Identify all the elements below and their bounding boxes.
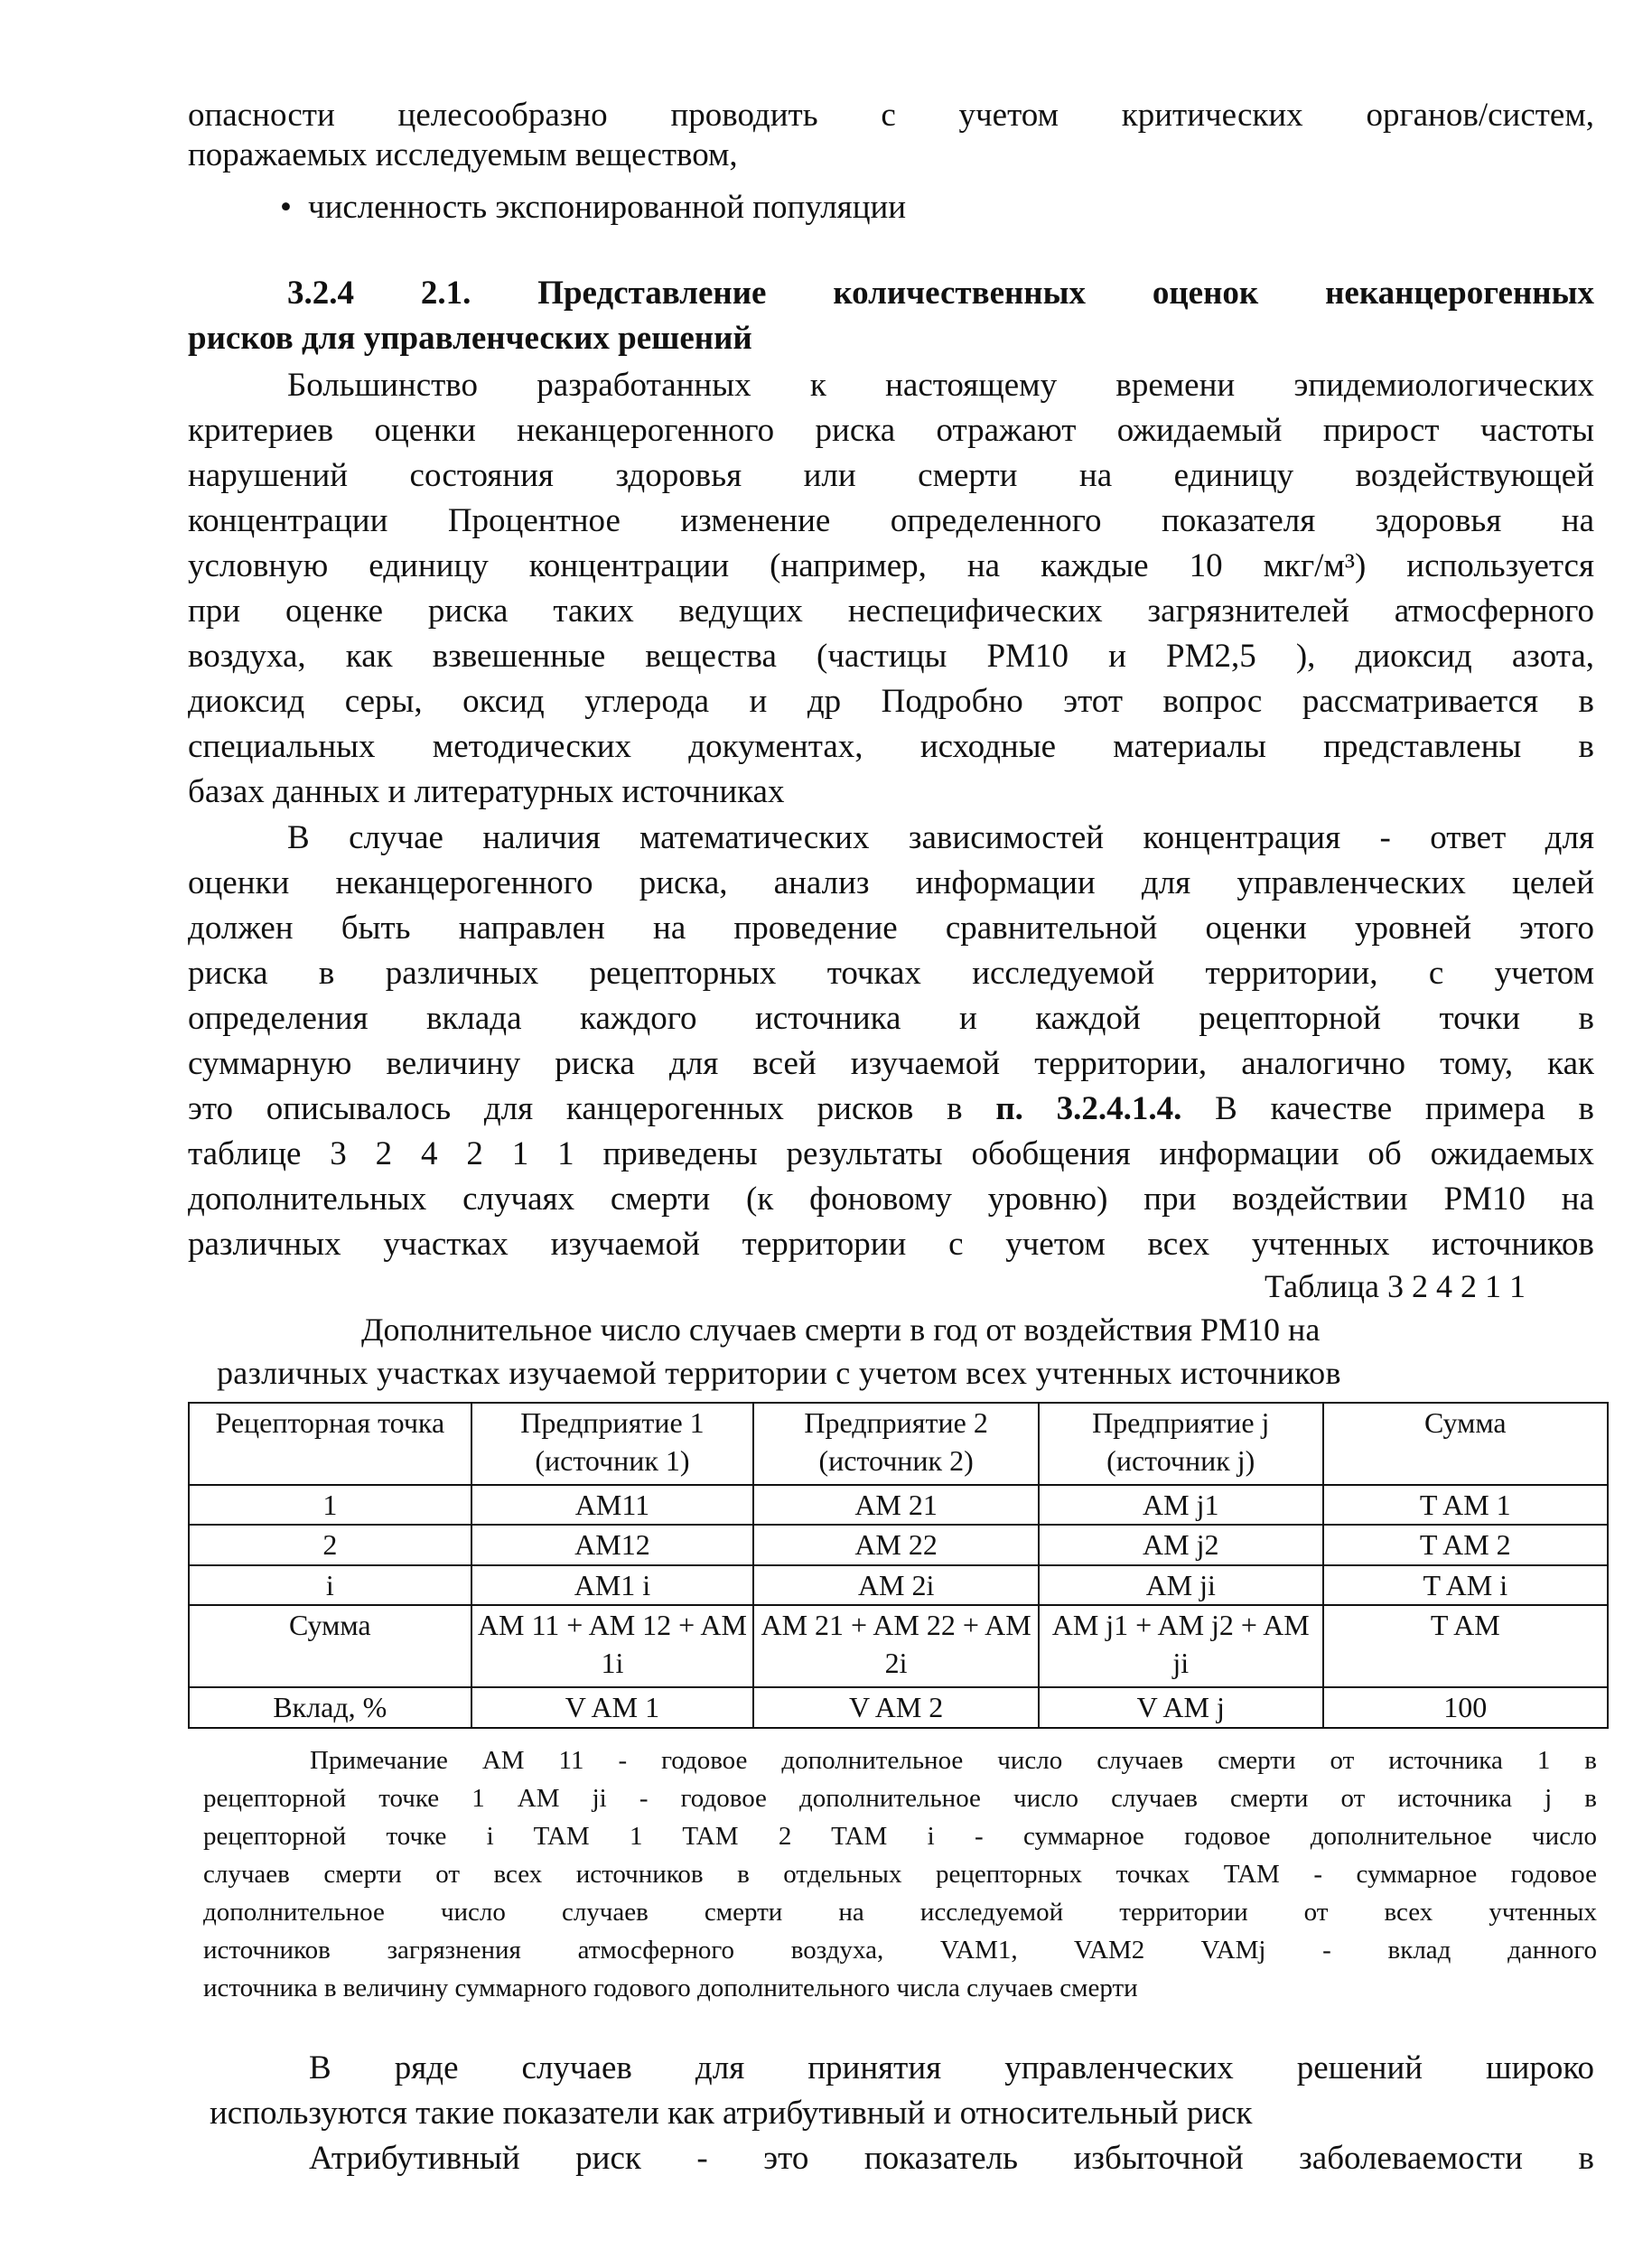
text-line: базах данных и литературных источниках [188, 773, 785, 810]
table-row [189, 1565, 1608, 1605]
text-line: оценки неканцерогенного риска, анализ информации для управленческих целей [188, 864, 1594, 901]
intro-text [188, 96, 1594, 175]
table-cell: 1 [189, 1485, 471, 1525]
text-line: определения вклада каждого источника и каждой рецепторной точки в [188, 1000, 1594, 1037]
table-cell: AM12 [471, 1525, 754, 1565]
note-line: источника в величину суммарного годового дополнительного числа случаев смерти [203, 1974, 1138, 2002]
note-line: источников загрязнения атмосферного воздуха, VAM1, VAM2 VAMj - вклад данного [203, 1936, 1597, 1965]
text-line: должен быть направлен на проведение сравнительной оценки уровней этого [188, 910, 1594, 947]
text-line: таблице 3 2 4 2 1 1 приведены результаты обобщения информации об ожидаемых [188, 1135, 1594, 1172]
table-cell: AM11 [471, 1485, 754, 1525]
paragraph-3 [210, 2046, 1594, 2136]
table-cell: AM 11 + AM 12 + AM 1i [471, 1605, 754, 1687]
table-cell: AM j1 [1039, 1485, 1323, 1525]
text-line: суммарную величину риска для всей изучаемой территории, аналогично тому, как [188, 1045, 1594, 1082]
bullet-text: численность экспонированной популяции [307, 189, 907, 226]
table-cell: i [189, 1565, 471, 1605]
table-row-sum [189, 1605, 1608, 1687]
table-row [189, 1485, 1608, 1525]
text-line: дополнительных случаях смерти (к фоновому уровню) при воздействии PM10 на [188, 1181, 1594, 1218]
note-line: рецепторной точке i TAM 1 TAM 2 TAM i - суммарное годовое дополнительное число [203, 1822, 1597, 1851]
table-title-line: различных участках изучаемой территории с учетом всех учтенных источников [217, 1355, 1341, 1391]
text-line: критериев оценки неканцерогенного риска отражают ожидаемый прирост частоты [188, 412, 1594, 449]
header-cell: Предприятие j (источник j) [1039, 1403, 1323, 1485]
table-cell: AM 22 [753, 1525, 1039, 1565]
text-line: условную единицу концентрации (например, на каждые 10 мкг/м³) используется [188, 547, 1594, 584]
text-line: риска в различных рецепторных точках исследуемой территории, с учетом [188, 955, 1594, 992]
text-line: Атрибутивный риск - это показатель избыточной заболеваемости в [309, 2140, 1594, 2177]
header-cell: Рецепторная точка [189, 1403, 471, 1485]
table-title-line: Дополнительное число случаев смерти в год от воздействия PM10 на [361, 1312, 1321, 1348]
note-line: Примечание AM 11 - годовое дополнительное число случаев смерти от источника 1 в [310, 1746, 1597, 1775]
bullet-icon: • [280, 189, 292, 226]
table-note [203, 1741, 1597, 2007]
table-cell: Сумма [189, 1605, 471, 1687]
table-cell: 100 [1323, 1687, 1608, 1728]
text-line: используются такие показатели как атрибутивный и относительный риск [210, 2095, 1253, 2132]
text-line: концентрации Процентное изменение определенного показателя здоровья на [188, 502, 1594, 539]
text-line [188, 1087, 1594, 1132]
text-line: различных участках изучаемой территории с учетом всех учтенных источников [188, 1226, 1594, 1263]
note-line: дополнительное число случаев смерти на исследуемой территории от всех учтенных [203, 1898, 1597, 1927]
table-row [189, 1525, 1608, 1565]
text-line: диоксид серы, оксид углерода и др Подробно этот вопрос рассматривается в [188, 683, 1594, 720]
table-row-contribution [189, 1687, 1608, 1728]
header-cell: Предприятие 2 (источник 2) [753, 1403, 1039, 1485]
text-line: В ряде случаев для принятия управленческих решений широко [309, 2049, 1594, 2086]
text-line: В случае наличия математических зависимостей концентрация - ответ для [287, 819, 1594, 856]
paragraph-1 [188, 363, 1594, 815]
header-cell: Предприятие 1 (источник 1) [471, 1403, 754, 1485]
paragraph-4 [210, 2136, 1594, 2181]
table-cell: AM 21 + AM 22 + AM 2i [753, 1605, 1039, 1687]
paragraph-2 [188, 816, 1594, 1267]
text-segment: В качестве примера в [1181, 1090, 1594, 1127]
table-cell: V AM 2 [753, 1687, 1039, 1728]
section-reference: п. 3.2.4.1.4. [995, 1090, 1182, 1127]
table-cell: AM j2 [1039, 1525, 1323, 1565]
table-cell: V AM 1 [471, 1687, 754, 1728]
table-cell: T AM 1 [1323, 1485, 1608, 1525]
table-cell: AM 2i [753, 1565, 1039, 1605]
table-header-row [189, 1403, 1608, 1485]
note-line: рецепторной точке 1 AM ji - годовое дополнительное число случаев смерти от источника j в [203, 1784, 1597, 1813]
section-heading [188, 271, 1594, 361]
header-cell: Сумма [1323, 1403, 1608, 1485]
table-label: Таблица 3 2 4 2 1 1 [1265, 1268, 1526, 1304]
table-cell: V AM j [1039, 1687, 1323, 1728]
table-cell: AM j1 + AM j2 + AM ji [1039, 1605, 1323, 1687]
bullet-item [280, 185, 906, 230]
note-line: случаев смерти от всех источников в отдельных рецепторных точках TAM - суммарное годовое [203, 1860, 1597, 1889]
table-cell: 2 [189, 1525, 471, 1565]
table-cell: AM 21 [753, 1485, 1039, 1525]
table-cell: T AM i [1323, 1565, 1608, 1605]
text-segment: это описывалось для канцерогенных рисков в [188, 1090, 996, 1127]
data-table [188, 1402, 1609, 1729]
text-line: при оценке риска таких ведущих неспецифических загрязнителей атмосферного [188, 593, 1594, 630]
text-line: воздуха, как взвешенные вещества (частицы PM10 и PM2,5 ), диоксид азота, [188, 638, 1594, 675]
text-line: поражаемых исследуемым веществом, [188, 136, 738, 173]
table-cell: Вклад, % [189, 1687, 471, 1728]
table-cell: AM ji [1039, 1565, 1323, 1605]
text-line: Большинство разработанных к настоящему времени эпидемиологических [287, 367, 1594, 404]
heading-line: 3.2.4 2.1. Представление количественных оценок неканцерогенных [287, 275, 1594, 312]
heading-line: рисков для управленческих решений [188, 320, 752, 357]
text-line: специальных методических документах, исходные материалы представлены в [188, 728, 1594, 765]
table-cell: AM1 i [471, 1565, 754, 1605]
table-cell: T AM 2 [1323, 1525, 1608, 1565]
text-line: опасности целесообразно проводить с учетом критических органов/систем, [188, 97, 1594, 134]
table-cell: T AM [1323, 1605, 1608, 1687]
text-line: нарушений состояния здоровья или смерти на единицу воздействующей [188, 457, 1594, 494]
